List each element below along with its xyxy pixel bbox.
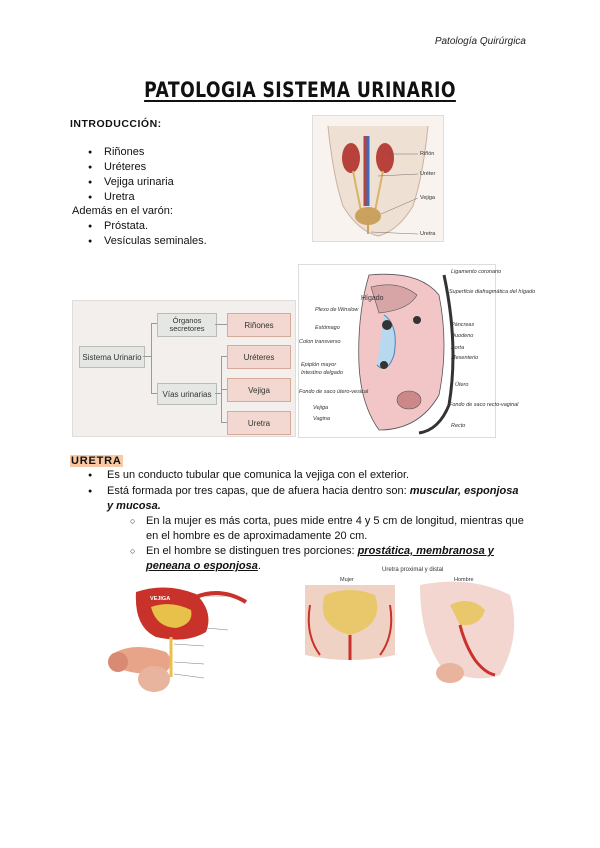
header-subject: Patología Quirúrgica	[434, 36, 526, 47]
list-item: ● Uretra	[74, 190, 174, 205]
label-right: Útero	[455, 382, 469, 388]
uretra-heading: URETRA	[71, 455, 122, 467]
list-item: ● Vesículas seminales.	[74, 234, 207, 249]
label-uretra: Uretra	[420, 231, 436, 237]
comparison-left-title: Mujer	[340, 577, 354, 583]
uretra-sub-1-text: En la mujer es más corta, pues mide entre 4 y 5 cm de longitud, mientras que	[146, 515, 524, 527]
label-left: Estómago	[315, 325, 340, 331]
urethra-comparison-figure	[300, 565, 524, 690]
male-intro: Además en el varón:	[72, 205, 173, 217]
label-vejiga: Vejiga	[420, 195, 435, 201]
uretra-layers-emphasis-2: y mucosa.	[107, 500, 161, 512]
organ-list	[74, 145, 174, 205]
uretra-sub-2-cont	[146, 559, 261, 574]
urinary-system-diagram	[72, 300, 296, 437]
diagram-group-secretores: Órganos secretores	[157, 313, 217, 337]
list-item: ● Uréteres	[74, 160, 174, 175]
uretra-portions-emphasis: prostática, membranosa y	[357, 545, 494, 557]
diagram-item-uretra: Uretra	[227, 411, 291, 435]
label-left: Vagina	[313, 416, 330, 422]
label-ureter: Uréter	[420, 171, 436, 177]
uretra-bullet-1: ● Es un conducto tubular que comunica la vejiga con el exterior.	[88, 469, 410, 481]
label-right: Fondo de saco recto-vaginal	[449, 402, 519, 408]
diagram-item-vejiga: Vejiga	[227, 378, 291, 402]
uretra-layers-emphasis: muscular, esponjosa	[409, 485, 519, 497]
label-rinon: Riñón	[420, 151, 435, 157]
sagittal-section-figure	[298, 264, 536, 438]
male-organ-list	[74, 219, 207, 249]
uretra-sub-1-cont: en el hombre es de aproximadamente 20 cm.	[146, 530, 368, 542]
label-right: Aorta	[451, 345, 465, 351]
page-title: PATOLOGIA SISTEMA URINARIO	[144, 78, 456, 102]
label-organ: Hígado	[361, 295, 384, 302]
uretra-bullet-2-text: Está formada por tres capas, que de afuera hacia dentro son:	[107, 485, 410, 497]
label-right: Ligamento coronario	[451, 269, 502, 275]
label-right: Mesenterio	[451, 355, 479, 361]
label-right: Superficie diafragmática del hígado	[449, 289, 536, 295]
intro-heading: INTRODUCCIÓN:	[70, 118, 162, 130]
label-right: Páncreas	[451, 322, 475, 328]
urinary-illustration	[313, 116, 443, 241]
label-vejiga-male: VEJIGA	[150, 596, 171, 602]
urinary-system-figure	[312, 115, 444, 242]
label-right: Duodeno	[451, 333, 474, 339]
uretra-bullet-1-text: Es un conducto tubular que comunica la vejiga con el exterior.	[107, 469, 410, 481]
label-right: Recto	[451, 423, 466, 429]
list-item: ● Vejiga urinaria	[74, 175, 174, 190]
list-item: ● Riñones	[74, 145, 174, 160]
label-left: Vejiga	[313, 405, 329, 411]
period: .	[257, 560, 261, 572]
uretra-portions-emphasis-2: peneana o esponjosa	[146, 560, 258, 572]
diagram-item-rinones: Riñones	[227, 313, 291, 337]
uretra-sub-1: ○ En la mujer es más corta, pues mide entre 4 y 5 cm de longitud, mientras que	[130, 515, 524, 527]
uretra-sub-2: ○ En el hombre se distinguen tres porciones: prostática, membranosa y	[130, 545, 494, 557]
comparison-illustration	[300, 565, 524, 690]
label-left: Plexo de Winslow	[315, 307, 359, 313]
comparison-title: Uretra proximal y distal	[382, 567, 444, 573]
diagram-item-ureteres: Uréteres	[227, 345, 291, 369]
uretra-sub-2-text: En el hombre se distinguen tres porciones:	[146, 545, 358, 557]
uretra-bullet-2: ● Está formada por tres capas, que de afuera hacia dentro son: muscular, esponjosa	[88, 485, 519, 497]
label-left: Epiplón mayor	[301, 362, 337, 368]
comparison-right-title: Hombre	[454, 577, 474, 583]
diagram-group-vias: Vías urinarias	[157, 383, 217, 405]
male-urethra-figure	[96, 582, 284, 696]
male-urethra-illustration	[96, 582, 284, 696]
label-left: Colon transverso	[299, 339, 341, 345]
label-left: Fondo de saco útero-vesical	[299, 389, 369, 395]
list-item: ● Próstata.	[74, 219, 207, 234]
diagram-root: Sistema Urinario	[79, 346, 145, 368]
label-left: Intestino delgado	[301, 370, 343, 376]
